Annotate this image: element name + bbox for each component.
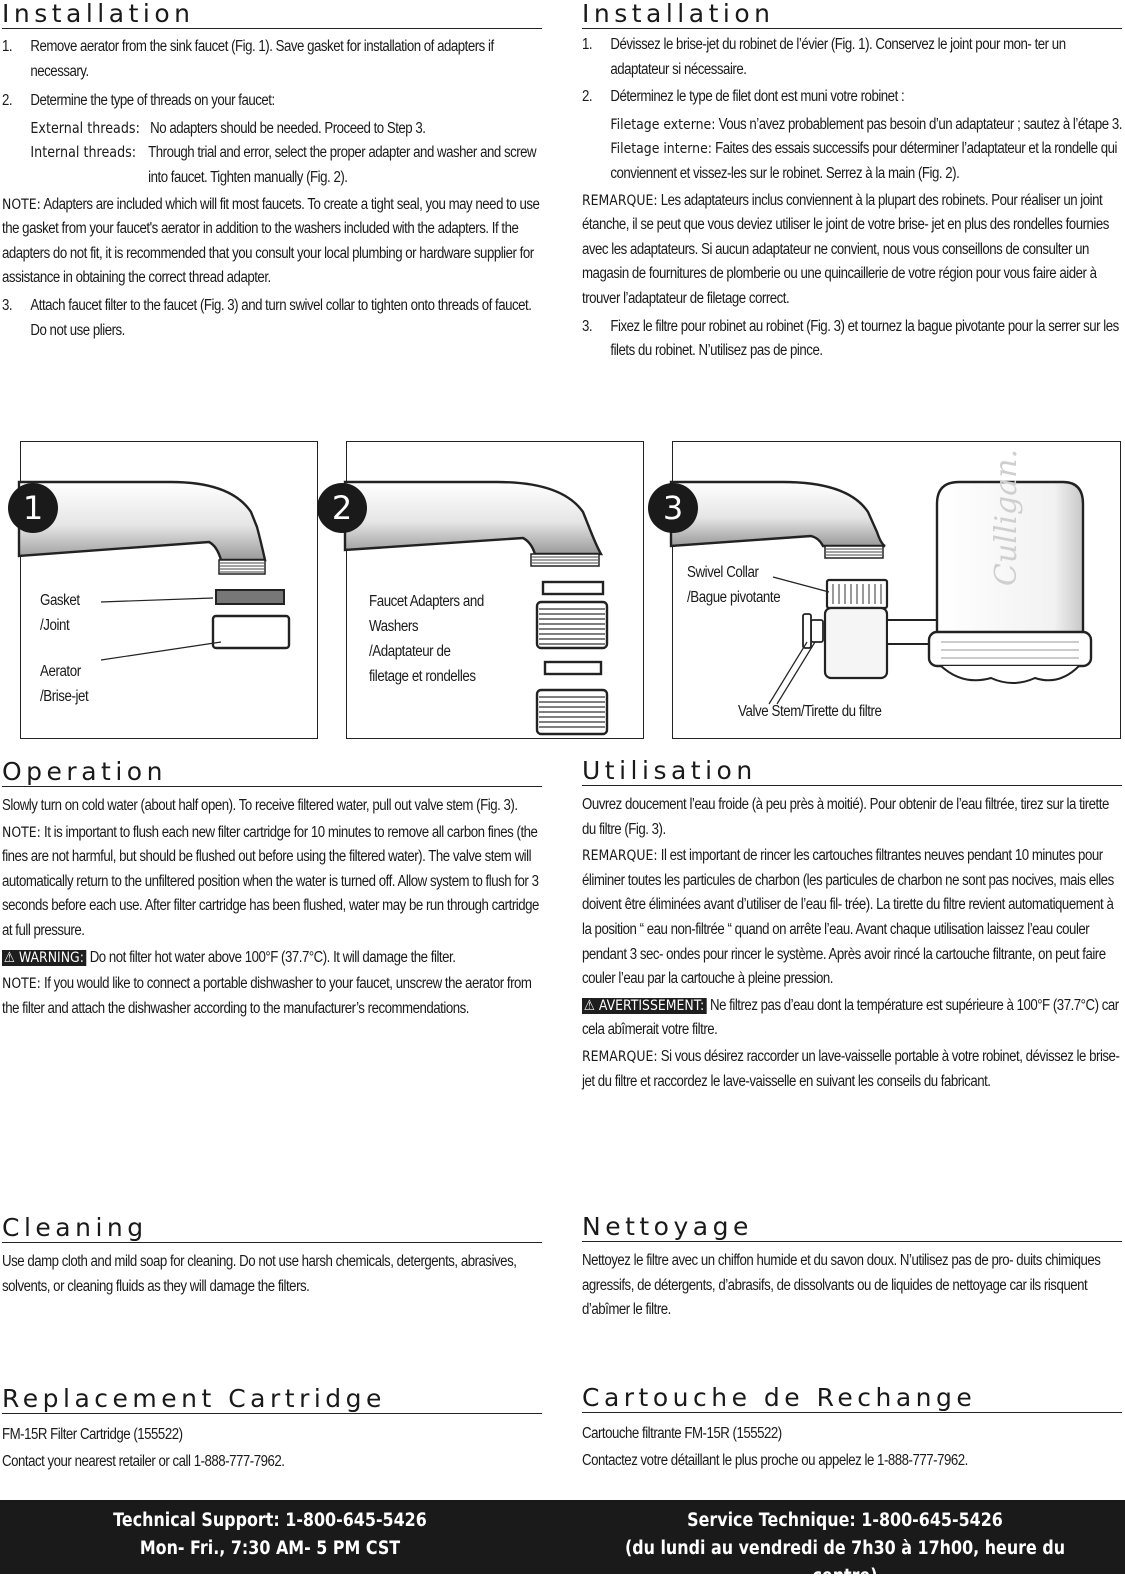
internal-threads-label-en: Internal threads:: [30, 144, 137, 162]
replacement-section-fr: [582, 1384, 1122, 1474]
cleaning-section-en: [2, 1214, 542, 1299]
replacement-line2-en: Contact your nearest retailer or call 1-888-777-7962.: [2, 1453, 285, 1470]
cleaning-text-en: Use damp cloth and mild soap for cleaning. Do not use harsh chemicals, detergents, abrasives, solvents, or cleaning fluids as they will damage the filters.: [2, 1253, 517, 1295]
operation-note1-label-fr: REMARQUE:: [582, 848, 658, 865]
note-en: [2, 193, 542, 291]
external-threads-text-en: No adapters should be needed. Proceed to Step 3.: [150, 119, 426, 137]
support-hours-fr: (du lundi au vendredi de 7h30 à 17h00, heure du centre): [624, 1538, 1066, 1587]
adapters-label-line3: /Adaptateur de: [369, 643, 451, 660]
internal-threads-text-fr: Faites des essais successifs pour déterminer l’adaptateur et la rondelle qui conviennent et vissez-les sur le robinet. Serrez à la main (Fig. 2).: [610, 140, 1117, 182]
warning-en: [2, 946, 542, 971]
figure-3-number-badge: 3: [648, 483, 698, 533]
warning-text-fr: Ne filtrez pas d’eau dont la température est supérieure à 100°F (37.7°C) car cela abîmerait votre filtre.: [582, 996, 1119, 1039]
operation-note1-text-fr: Il est important de rincer les cartouches filtrantes neuves pendant 10 minutes pour éliminer toutes les particules de charbon (les particules de charbon ne sont pas nocives, mais elles doivent être éliminées avant d’utiliser de l’eau fil- trée). La tirette du filtre revient automatiquement à la position “ eau non-filtrée “ quand on arrête l’eau. Avant chaque utilisation laissez l’eau couler pendant 3 sec- ondes pour rincer le système. Après avoir rincé la cartouche filtrante, on peut faire couler l’eau par la cartouche à pleine pression.: [582, 847, 1114, 988]
support-phone-fr: Service Technique: 1-800-645-5426: [687, 1510, 1003, 1531]
cleaning-heading-fr: Nettoyage: [582, 1213, 1122, 1242]
step-2-text-en: Determine the type of threads on your faucet:: [30, 92, 275, 110]
warning-label-fr: AVERTISSEMENT:: [598, 997, 705, 1014]
operation-heading-en: Operation: [2, 758, 542, 787]
operation-p1-en: Slowly turn on cold water (about half open). To receive filtered water, pull out valve stem (Fig. 3).: [2, 797, 518, 814]
warning-fr: [582, 994, 1122, 1043]
installation-body-fr: [582, 33, 1122, 364]
external-threads-en: [2, 117, 542, 142]
external-threads-label-en: External threads:: [30, 119, 140, 137]
installation-body-en: [2, 35, 542, 343]
operation-note2-label-en: NOTE:: [2, 976, 41, 993]
step-2-text-fr: Déterminez le type de filet dont est muni votre robinet :: [610, 88, 905, 106]
figure-1-number-badge: 1: [8, 483, 58, 533]
step-3-en: [2, 294, 542, 343]
installation-heading-fr: Installation: [582, 0, 1122, 29]
cleaning-heading-en: Cleaning: [2, 1214, 542, 1243]
step-3-text-en: Attach faucet filter to the faucet (Fig. 3) and turn swivel collar to tighten onto threads of faucet. Do not use pliers.: [30, 296, 532, 339]
step-2-number-fr: 2.: [582, 88, 593, 106]
step-1-text-fr: Dévissez le brise-jet du robinet de l’évier (Fig. 1). Conservez le joint pour mon- ter un adaptateur si nécessaire.: [610, 36, 1066, 78]
warning-triangle-icon: ⚠: [583, 997, 595, 1014]
warning-text-en: Do not filter hot water above 100°F (37.7°C). It will damage the filter.: [89, 948, 456, 966]
support-footer: [0, 1500, 1125, 1587]
note-label-fr: REMARQUE:: [582, 192, 658, 209]
operation-body-en: [2, 794, 542, 1021]
operation-section-en: [2, 758, 542, 1021]
step-1-en: [2, 35, 542, 84]
operation-note2-text-fr: Si vous désirez raccorder un lave-vaisselle portable à votre robinet, dévissez le brise-jet du filtre et raccordez le lave-vaisselle en suivant les conseils du fabricant.: [582, 1047, 1120, 1090]
support-footer-en: [38, 1507, 502, 1563]
aerator-shape: [213, 616, 289, 648]
aerator-label-en: Aerator: [40, 663, 81, 680]
operation-note1-fr: [582, 844, 1122, 992]
step-3-fr: [582, 315, 1122, 364]
step-3-number-en: 3.: [2, 296, 13, 314]
note-fr: [582, 189, 1122, 312]
replacement-heading-fr: Cartouche de Rechange: [582, 1384, 1122, 1413]
operation-note2-text-en: If you would like to connect a portable dishwasher to your faucet, unscrew the aerator from the filter and attach the dishwasher according to the manufacturer’s recommendations.: [2, 975, 532, 1017]
gasket-shape: [216, 590, 284, 604]
external-threads-label-fr: Filetage externe:: [610, 116, 716, 133]
note-text-en: Adapters are included which will fit most faucets. To create a tight seal, you may need to use the gasket from your faucet's aerator in addition to the washers included with the adapters. If the adapters do not fit, it is recommended that you consult your local plumbing or hardware supplier for assistance in obtaining the correct thread adapter.: [2, 195, 540, 287]
operation-note1-en: [2, 821, 542, 944]
installation-section-en: [2, 0, 542, 343]
internal-threads-label-fr: Filetage interne:: [610, 141, 712, 158]
adapters-label-line4: filetage et rondelles: [369, 668, 476, 685]
replacement-line1-fr: Cartouche filtrante FM-15R (155522): [582, 1425, 782, 1442]
warning-label-en: WARNING:: [18, 949, 84, 966]
replacement-heading-en: Replacement Cartridge: [2, 1385, 542, 1414]
adapters-label-line1: Faucet Adapters and: [369, 593, 484, 610]
internal-threads-fr: [582, 137, 1122, 186]
replacement-line2-fr: Contactez votre détaillant le plus proche ou appelez le 1-888-777-7962.: [582, 1452, 968, 1469]
replacement-line1-en: FM-15R Filter Cartridge (155522): [2, 1426, 183, 1443]
warning-badge-fr: [582, 998, 707, 1014]
operation-p1-fr: Ouvrez doucement l’eau froide (à peu près à moitié). Pour obtenir de l’eau filtrée, tirez sur la tirette du filtre (Fig. 3).: [582, 796, 1109, 838]
step-2-en: [2, 89, 542, 114]
external-threads-text-fr: Vous n’avez probablement pas besoin d’un adaptateur ; sautez à l’étape 3.: [718, 115, 1122, 133]
washer-2: [545, 662, 601, 674]
note-label-en: NOTE:: [2, 196, 41, 213]
installation-section-fr: [582, 0, 1122, 364]
figure-2-number-badge: 2: [317, 483, 367, 533]
operation-body-fr: [582, 793, 1122, 1094]
cleaning-section-fr: [582, 1213, 1122, 1323]
aerator-label-fr: /Brise-jet: [40, 688, 89, 705]
operation-note2-fr: [582, 1045, 1122, 1094]
gasket-label-en: Gasket: [40, 592, 80, 609]
step-1-number-fr: 1.: [582, 36, 593, 53]
operation-note1-label-en: NOTE:: [2, 824, 41, 841]
washer-1: [543, 582, 603, 594]
support-phone-en: Technical Support: 1-800-645-5426: [113, 1510, 427, 1531]
figure-1: [20, 441, 318, 739]
step-2-number-en: 2.: [2, 92, 13, 110]
figure-3: [662, 441, 1121, 739]
internal-threads-text-en: Through trial and error, select the proper adapter and washer and screw into faucet. Tighten manually (Fig. 2).: [148, 144, 537, 186]
external-threads-fr: [582, 113, 1122, 138]
brand-logo: Culligan.: [989, 448, 1024, 586]
step-1-fr: [582, 33, 1122, 82]
cleaning-text-fr: Nettoyez le filtre avec un chiffon humide et du savon doux. N’utilisez pas de pro- duits chimiques agressifs, de détergents, d’abrasifs, de dissolvants ou de liquides de nettoyage car ils risquent d’abîmer le filtre.: [582, 1252, 1101, 1319]
support-footer-fr: [604, 1507, 1086, 1591]
step-1-text-en: Remove aerator from the sink faucet (Fig. 1). Save gasket for installation of adapters if necessary.: [30, 38, 494, 80]
swivel-collar-label-fr: /Bague pivotante: [687, 589, 781, 606]
figure-2: [331, 441, 644, 739]
installation-heading-en: Installation: [2, 0, 542, 29]
valve-stem-label: Valve Stem/Tirette du filtre: [738, 703, 882, 720]
step-2-fr: [582, 85, 1122, 110]
gasket-label-fr: /Joint: [40, 617, 70, 634]
step-3-text-fr: Fixez le filtre pour robinet au robinet (Fig. 3) et tournez la bague pivotante pour la serrer sur les filets du robinet. N’utilisez pas de pince.: [610, 317, 1119, 360]
support-hours-en: Mon- Fri., 7:30 AM- 5 PM CST: [139, 1538, 401, 1559]
operation-note1-text-en: It is important to flush each new filter cartridge for 10 minutes to remove all carbon fines (the fines are not harmful, but should be flushed out before using the filtered water). The valve stem will automatically return to the unfiltered position when the water is turned off. Allow system to flush for 3 seconds before each use. After filter cartridge has been flushed, water may be run through cartridge at full pressure.: [2, 823, 539, 939]
warning-badge-en: [2, 950, 86, 966]
note-text-fr: Les adaptateurs inclus conviennent à la plupart des robinets. Pour réaliser un joint étanche, il se peut que vous deviez utiliser le joint de votre brise- jet en plus des rondelles fournies avec les adaptateurs. Si aucun adaptateur ne convient, nous vous conseillons de consulter un magasin de fournitures de plomberie ou une quincaillerie de votre région pour vous faire aider à trouver l’adaptateur de filetage correct.: [582, 191, 1109, 307]
replacement-body-fr: [582, 1420, 1122, 1474]
adapters-label-line2: Washers: [369, 618, 419, 635]
step-1-number-en: 1.: [2, 38, 13, 55]
operation-heading-fr: Utilisation: [582, 757, 1122, 786]
operation-section-fr: [582, 757, 1122, 1094]
internal-threads-en: [2, 141, 542, 190]
valve-stem-shape: [811, 620, 823, 642]
step-3-number-fr: 3.: [582, 317, 593, 335]
replacement-body-en: [2, 1421, 542, 1475]
operation-note2-label-fr: REMARQUE:: [582, 1048, 658, 1065]
swivel-collar-label-en: Swivel Collar: [687, 564, 759, 581]
warning-triangle-icon: ⚠: [3, 949, 15, 966]
replacement-section-en: [2, 1385, 542, 1475]
operation-note2-en: [2, 972, 542, 1021]
